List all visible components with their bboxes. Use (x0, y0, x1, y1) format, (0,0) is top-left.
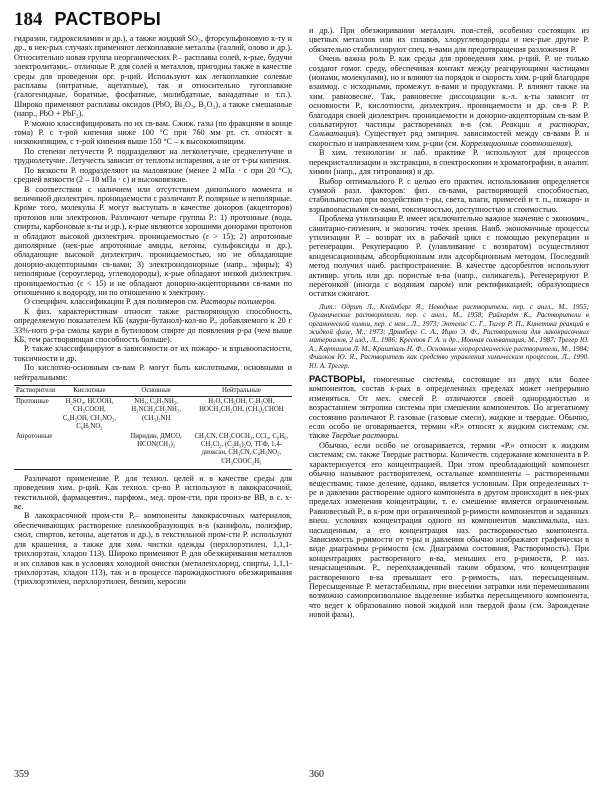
table-header-cell: Растворители (14, 386, 57, 397)
table-cell (57, 432, 121, 469)
paragraph: По кислотно-основным св-вам Р. могут быть кислотными, основными и нейтральными: (14, 363, 292, 382)
paragraph: В хим. технологии и лаб. практике Р. используют для процессов перекристаллизации и экстракции, в спектроскопии и хроматографии, в аналит. химии (напр., для титрования) и др. (309, 148, 589, 177)
table-cell: Пиридин, ДМСО, HCON(CH₃)₂ (121, 432, 190, 469)
paragraph-text: О специфич. классификации Р. для полимеров см. (24, 297, 201, 307)
paragraph: Обычно, если особо не оговаривается, термин «Р.» относят к жидким системам; см. также Твердые растворы. Количеств. содержание компонента в Р. характеризуется его концентрацией. При этом преобладающий компонент обычно называют растворителем, остальные компоненты – растворенными веществами; такое деление, однако, является условным. При определенных т-ре и давлении растворение одного компонента в другом происходит в нек-рых пределах изменения концентрации, т. е. смешение является ограниченным. Равновесный Р., в к-ром при ограниченной р-римости компонентов и заданных внеш. условиях концентрация одного из компонентов максимальна, наз. насыщенным, а его концентрация наз. растворимостью компонента. Зависимость р-римости от т-ры и давления обычно изображают графически в виде диаграммы р-римости (см. Диаграмма состояния, Растворимость). При концентрациях растворенного в-ва, меньших его р-римости, Р. наз. ненасыщенным. Р., переохлажденный таким образом, что концентрация растворенного в-ва превышает его р-римость, наз. пересыщенным. Пересыщенные Р. метастабильны, при внесении затравки или перемешивании возможно самопроизвольное выделение избытка пересыщенного компонента, что ведет к образованию новой жидкой или твердой фазы (см. Зарождение новой фазы). (309, 440, 589, 620)
table-row-label: Апротонные (14, 432, 57, 469)
table-row-label: Протонные (16, 398, 49, 406)
paragraph: и др.). При обезжиривании металлич. пов-стей, особенно состоящих из цветных металлов или их сплавов, хлоруглеводороды и нек-рые другие Р. обязательно стабилизируют спец. в-вами для предотвращения разложения Р. (309, 26, 589, 54)
cross-reference: Реакции в растворах, Сольватация (309, 120, 589, 139)
cross-reference: Корреляционные соотношения (460, 138, 569, 148)
paragraph: Различают применение Р. для технол. целей и в качестве среды для проведения хим. р-ций. Как технол. ср-во Р. используют в лакокрасочной, текстильной, фармацевтич., парфюм., мед. пром-сти, при произ-ве ВВ, в с. х-ве. (14, 473, 292, 512)
table-cell: H₂SO₄, HCOOH, CH₃COOH, C₆H₅OH, CH₃NO₂, C₆H₅NO₂ (62, 398, 116, 430)
left-column (14, 34, 292, 587)
table-header-cell: Нейтральные (191, 386, 292, 397)
table-cell: NH₃, C₆H₅NH₂, H₂NCH₂CH₂NH₂, (CH₃)₂NH (131, 398, 181, 422)
paragraph-text: ). (568, 138, 573, 148)
paragraph: Выбор оптимального Р. с целью его практич. использования определяется суммой разл. факторов: физ. св-вами, растворяющей способностью, стабильностью при воздействии т-ры, света, влаги, примесей и т. п., пожаро- и взрывоопасными св-вами, токсичностью, доступностью и стоимостью. (309, 176, 589, 214)
literature-text: Лит.: Одрит Л., Клейнберг Я., Неводные растворители, пер. с англ., М., 1955; Органические растворители, пер. с англ., М., 1958; Райхардт К., Растворители в органической химии, пер. с нем., Л., 1973; Энтелис С. Г., Тигер Р. П., Кинетика реакций в жидкой фазе, М., 1973; Дринберг С. А., Ицко Э. Ф., Растворители для лакокрасочных материалов, 2 изд., Л., 1986; Крестов Г. А. и др., Ионная сольватация, М., 1987; Трегер Ю. А., Карташов Л. М., Кришталь Н. Ф., Основные хлорорганические растворители, М., 1984; Фиалков Ю. Я., Растворитель как средство управления химическим процессом, Л., 1990. (309, 302, 589, 362)
page-number-bottom-right: 360 (309, 769, 324, 780)
table-row (14, 432, 292, 469)
table-header-row (14, 386, 292, 397)
table-header-cell: Кислотные (57, 386, 121, 397)
cross-reference: Растворы полимеров. (200, 297, 277, 307)
paragraph (309, 54, 589, 148)
paragraph-text: Очень важна роль Р. как среды для проведения хим. р-ций. Р. не только создают гомог. среду, обеспечивая контакт между реагирующими частицами (ионами, молекулами), но и влияют на порядок и скорость хим. р-ций благодаря взаимод. с исходными, промежут. в-вами и продуктами. Р. влияют также на хим. равновесие. Так, равновесие диссоциации к.-л. к-ты зависит от основности Р., кислотности, диэлектрич. проницаемости и др. св-в Р. Р. благодаря своей диэлектрич. проницаемости и донорно-акцепторным св-вам Р. сольватируют частицы растворенных в-в (см. (309, 54, 589, 130)
table-cell: H₂O, CH₃OH, C₂H₅OH, HOCH₂CH₂OH, (CH₃)₂CHOH (199, 398, 284, 414)
solvent-classification-table (14, 385, 292, 470)
table-cell: CH₃CN, CH₃COCH₃, CCl₄, C₆H₆, CH₂Cl₂, (C₂H₅)₂O, ТГФ, 1,4-диоксан, CH₃CN, C₆H₅NO₂, CH₃COOC₂H₅ (191, 432, 292, 469)
paragraph: Р. можно классифицировать по их св-вам. Сжиж. газы (по фракциям в конце тома) Р. с т-рой кипения ниже 100 °С при 760 мм рт. ст. относят к низкокипящим, с т-рой кипения выше 150 °С – к высококипящим. (14, 118, 292, 147)
right-column (309, 26, 589, 620)
page-number-bottom-left: 359 (14, 769, 29, 780)
paragraph (14, 297, 292, 306)
paragraph: гидразин, гидроксиламин и др.), а также жидкий SO₂, фторсульфоновую к-ту и др., в нек-рых случаях применяют легкоплавкие металлы (галлий, олово и др.). Относительно новая группа неорганических Р.– расплавы солей, к-рые, будучи электролитами,– отличные Р. для солей и металлов, пригодны также в качестве среды для проведения орг. р-ций. Используют как легкоплавкие солевые расплавы (нитратные, ацетатные), так и относительно тугоплавкие (галогенидные, боратные, фосфатные, молибдатные, ванадатные и т.п.). Широко применяют расплавы оксидов (PbO, Bi₂O₃, B₂O₃), а также смешанные (напр., PbO + PbF₂). (14, 34, 292, 119)
table-header-cell: Основные (121, 386, 190, 397)
paragraph: Р. также классифицируют в зависимости от их пожаро- и взрывоопасности, токсичности и др. (14, 344, 292, 363)
paragraph-text: гомогенные системы, состоящие из двух или более компонентов, состав к-рых в определенных пределах может непрерывно изменяться. От мех. смесей Р. отличаются своей однородностью и возрастанием энтропии системы при смешении компонентов. По агрегатному состоянию различают Р. газовые (газовые смеси), жидкие и твердые. Обычно, если особо не оговаривается, термин «Р.» относят к жидким системам; см. также (309, 375, 589, 441)
cross-reference: Твердые растворы. (331, 431, 400, 441)
running-head: РАСТВОРЫ (54, 9, 162, 29)
entry-headword: РАСТВОРЫ, (309, 373, 366, 385)
page-number-top: 184 (14, 9, 43, 30)
table-row (14, 397, 292, 432)
literature-references (309, 303, 589, 370)
entry-start (309, 374, 589, 441)
paragraph: В лакокрасочной пром-сти Р.– компоненты лакокрасочных материалов, обеспечивающих растворение пленкообразующих в-в (канифоль, полиэфир, смол, спиртов, кетоны, ацетатов и др.), в текстильной пром-сти Р. используют для крашения, а также для хим. чистки одежды (перхлорэтилен, 1,1,1-трихлорэтан, хладон 113). Широко применяют Р. для обезжиривания металлов и их сплавов как в условиях холодной очистки (метиленхлорид, спирты, 1,1,1-трихлорэтан, хладон 113), так и в процессе парожидкостного обезжиривания (трихлорэтилен, перхлорэтилен, бензин, керосин (14, 511, 292, 587)
literature-author: Ю. А. Трегер. (309, 361, 350, 370)
paragraph: Проблема утилизации Р. имеет исключительно важное значение с экономич., санитарно-гигиенич. и экологич. точек зрения. Наиб. экономичные процессы утилизации Р. – возврат их в рабочий цикл с помощью рекуперации и регенерации. Рекуперацию Р. (улавливание с возвратом) осуществляют конденсационным, абсорбционным или адсорбционным методом. Последний метод получил наиб. распространение. В качестве адсорбентов используют активир. уголь или др. пористые в-ва (напр., силикагель). Регенерируют Р. перегонкой (иногда с водяным паром) или ректификацией; образующиеся остатки сжигают. (309, 214, 589, 299)
paragraph: К физ. характеристикам относят также растворяющую способность, определяемую показателем КБ (каури-бутанол)-кол-во Р., добавляемого к 20 г 33%-ного р-ра смолы каури в бутиловом спирте до появления р-ра (чем выше КБ, тем растворяющая способность больше). (14, 306, 292, 344)
paragraph: В соответствии с наличием или отсутствием дипольного момента и величиной диэлектрич. проницаемости ε различают Р. полярные и неполярные. Кроме того, молекулы Р. могут выступать в качестве доноров (акцепторов) протонов или электронов. Различают четыре группы Р.: 1) протонные (вода, спирты, карбоновые к-ты и др.), к-рые являются хорошими донорами протонов и обладают высокой диэлектрич. проницаемостью (ε > 15); 2) апротонные диполярные (нек-рые апротонные амиды, кетоны, сульфоксиды и др.), обладающие высокой диэлектрич. проницаемостью, но не обладающие донорно-акцепторными св-вами; 3) электронодонорные (напр., эфиры); 4) неполярные (сероуглерод, углеводороды), к-рые обладают низкой диэлектрич. проницаемостью (ε < 15) и не обладают донорно-акцепторными св-вами по отношению к водороду, ни по отношению к электрону. (14, 184, 292, 297)
paragraph: По степени летучести Р. подразделяют на легколетучие, среднелетучие и труднолетучие. Летучесть зависит от теплоты испарения, а не от т-ры кипения. (14, 146, 292, 166)
paragraph-text: ). Существует ряд эмпирич. зависимостей между св-вами Р. и скоростью и направлением хим. р-ции (см. (309, 129, 589, 148)
paragraph: По вязкости Р. подразделяют на маловязкие (менее 2 мПа · с при 20 °С), средней вязкости (2 – 10 мПа · с) и высоковязкие. (14, 165, 292, 185)
